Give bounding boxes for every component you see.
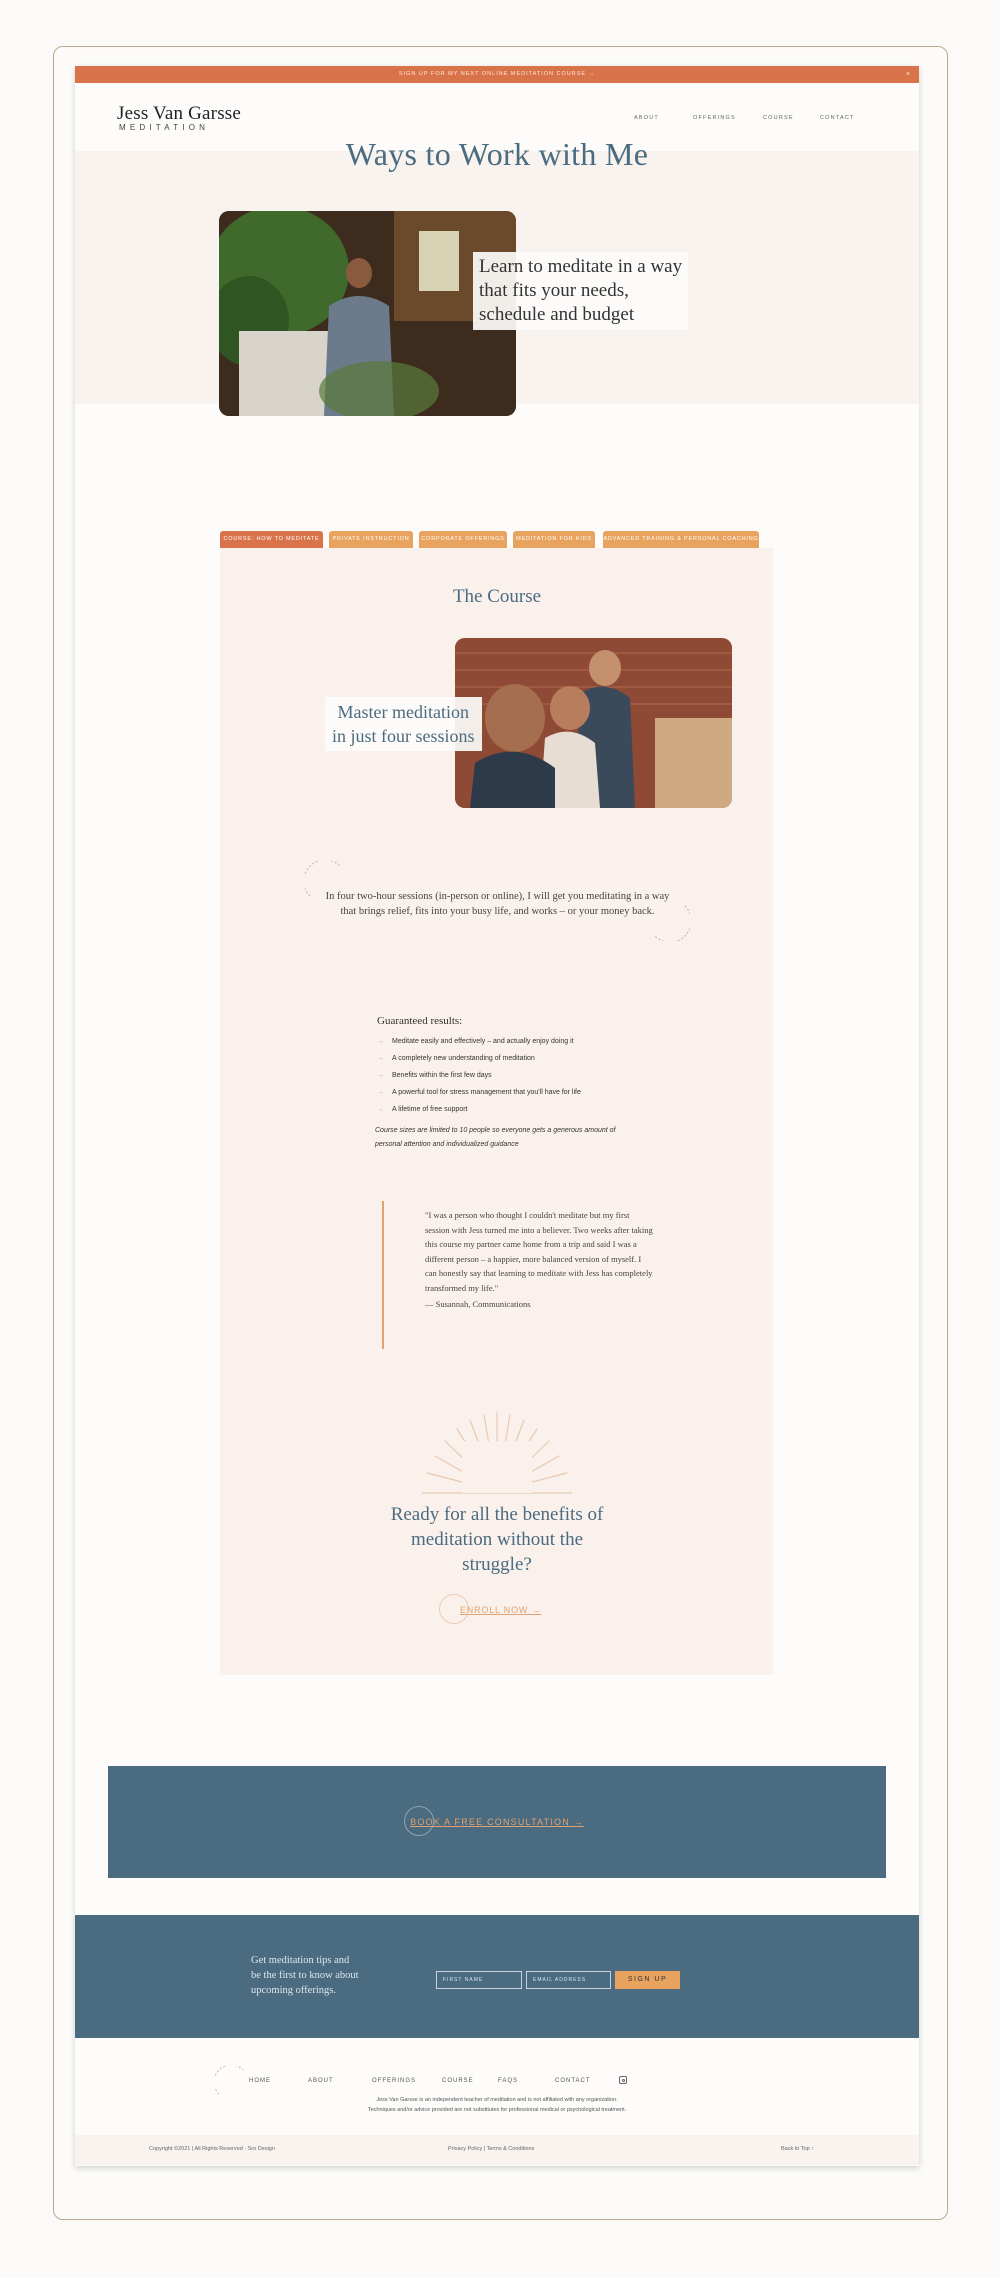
course-callout-line: in just four sessions xyxy=(332,726,475,746)
footer-nav-home[interactable]: HOME xyxy=(249,2078,271,2084)
newsletter-text xyxy=(251,1953,359,1998)
tab-advanced-training[interactable]: ADVANCED TRAINING & PERSONAL COACHING xyxy=(603,531,759,548)
nav-about[interactable]: ABOUT xyxy=(634,115,659,121)
result-text: Benefits within the first few days xyxy=(392,1072,492,1079)
testimonial-quote xyxy=(425,1208,655,1312)
result-text: A completely new understanding of meditation xyxy=(392,1055,535,1062)
arrow-icon: → xyxy=(377,1072,384,1079)
nav-course[interactable]: COURSE xyxy=(763,115,794,121)
circle-text-ornament xyxy=(215,2066,249,2100)
enroll-button[interactable]: ENROLL NOW → xyxy=(460,1605,542,1615)
footer-nav-about[interactable]: ABOUT xyxy=(308,2078,334,2084)
tab-meditation-for-kids[interactable]: MEDITATION FOR KIDS xyxy=(513,531,595,548)
result-item xyxy=(377,1038,574,1045)
book-consultation-link[interactable] xyxy=(75,1817,919,1827)
hero-callout-line: that fits your needs, xyxy=(479,280,629,301)
tab-corporate-offerings[interactable]: CORPORATE OFFERINGS xyxy=(419,531,507,548)
result-text: Meditate easily and effectively – and actually enjoy doing it xyxy=(392,1038,574,1045)
course-intro: In four two-hour sessions (in-person or online), I will get you meditating in a way that brings relief, fits into your busy life, and works – or your money back. xyxy=(325,891,670,917)
logo-name[interactable]: Jess Van Garsse xyxy=(117,103,242,124)
legal-links[interactable]: Privacy Policy | Terms & Conditions xyxy=(448,2146,535,2152)
footer-disclaimer-line: Jess Van Garsse is an independent teacher of meditation and is not affiliated with any organization. xyxy=(376,2097,618,2103)
footer-nav-offerings[interactable]: OFFERINGS xyxy=(372,2078,417,2084)
cta-heading xyxy=(75,1502,919,1577)
sunburst-icon xyxy=(422,1411,572,1496)
hero-photo xyxy=(219,211,516,416)
course-title: The Course xyxy=(452,586,542,607)
hero-callout xyxy=(473,252,688,330)
course-note: Course sizes are limited to 10 people so everyone gets a generous amount of personal attention and individualized guidance xyxy=(375,1127,616,1148)
page xyxy=(75,66,919,2166)
arrow-icon: → xyxy=(377,1089,384,1096)
footer-nav-course[interactable]: COURSE xyxy=(442,2078,474,2084)
cta-line: meditation without the xyxy=(410,1529,584,1550)
signup-button[interactable]: SIGN UP xyxy=(615,1971,680,1989)
page-title: Ways to Work with Me xyxy=(345,136,649,172)
course-callout-line: Master meditation xyxy=(337,702,469,722)
nav-contact[interactable]: CONTACT xyxy=(820,115,855,121)
arrow-icon: → xyxy=(377,1038,384,1045)
arrow-icon: → xyxy=(377,1106,384,1113)
tab-private-instruction[interactable]: PRIVATE INSTRUCTION xyxy=(329,531,413,548)
logo-subtitle[interactable]: MEDITATION xyxy=(119,123,210,132)
arrow-icon: → xyxy=(377,1055,384,1062)
cta-line: Ready for all the benefits of xyxy=(390,1504,604,1525)
first-name-field[interactable]: FIRST NAME xyxy=(436,1971,522,1989)
course-callout xyxy=(325,697,482,751)
cta-line: struggle? xyxy=(462,1554,532,1575)
results-heading: Guaranteed results: xyxy=(377,1015,463,1027)
quote-text: "I was a person who thought I couldn't meditate but my first session with Jess turned me into a believer. Two weeks after taking this course my partner came home from a trip and said I was a different person – a happier, more balanced version of myself. I can honestly say that learning to meditate with Jess has completely transformed my life." xyxy=(425,1210,653,1293)
result-item xyxy=(377,1106,467,1113)
instagram-icon[interactable] xyxy=(619,2076,627,2084)
result-item xyxy=(377,1089,581,1096)
email-field[interactable]: EMAIL ADDRESS xyxy=(526,1971,611,1989)
footer-nav-contact[interactable]: CONTACT xyxy=(555,2078,591,2084)
newsletter-line: Get meditation tips and xyxy=(251,1955,350,1966)
newsletter-line: upcoming offerings. xyxy=(251,1985,336,1996)
nav-offerings[interactable]: OFFERINGS xyxy=(693,115,736,121)
close-icon[interactable]: × xyxy=(905,71,911,78)
quote-bar xyxy=(382,1201,384,1349)
footer-nav-faqs[interactable]: FAQS xyxy=(498,2078,519,2084)
footer-disclaimer-line: Techniques and/or advice provided are not substitutes for professional medical or psychological treatment. xyxy=(367,2107,627,2113)
tab-course[interactable]: COURSE: HOW TO MEDITATE xyxy=(220,531,323,548)
quote-author: — Susannah, Communications xyxy=(425,1299,531,1309)
result-item xyxy=(377,1055,535,1062)
result-item xyxy=(377,1072,492,1079)
hero-callout-line: Learn to meditate in a way xyxy=(479,256,683,277)
book-consultation-text[interactable]: BOOK A FREE CONSULTATION → xyxy=(410,1817,584,1827)
back-to-top-link[interactable]: Back to Top ↑ xyxy=(781,2146,814,2152)
group-photo xyxy=(455,638,732,808)
result-text: A powerful tool for stress management that you'll have for life xyxy=(392,1089,581,1096)
result-text: A lifetime of free support xyxy=(392,1106,468,1113)
promo-text[interactable]: SIGN UP FOR MY NEXT ONLINE MEDITATION COURSE → xyxy=(398,71,596,77)
promo-bar[interactable] xyxy=(75,66,919,83)
hero-callout-line: schedule and budget xyxy=(479,304,635,325)
newsletter-line: be the first to know about xyxy=(251,1970,359,1981)
copyright: Copyright ©2021 | All Rights Reserved · Sro Design xyxy=(149,2146,275,2152)
